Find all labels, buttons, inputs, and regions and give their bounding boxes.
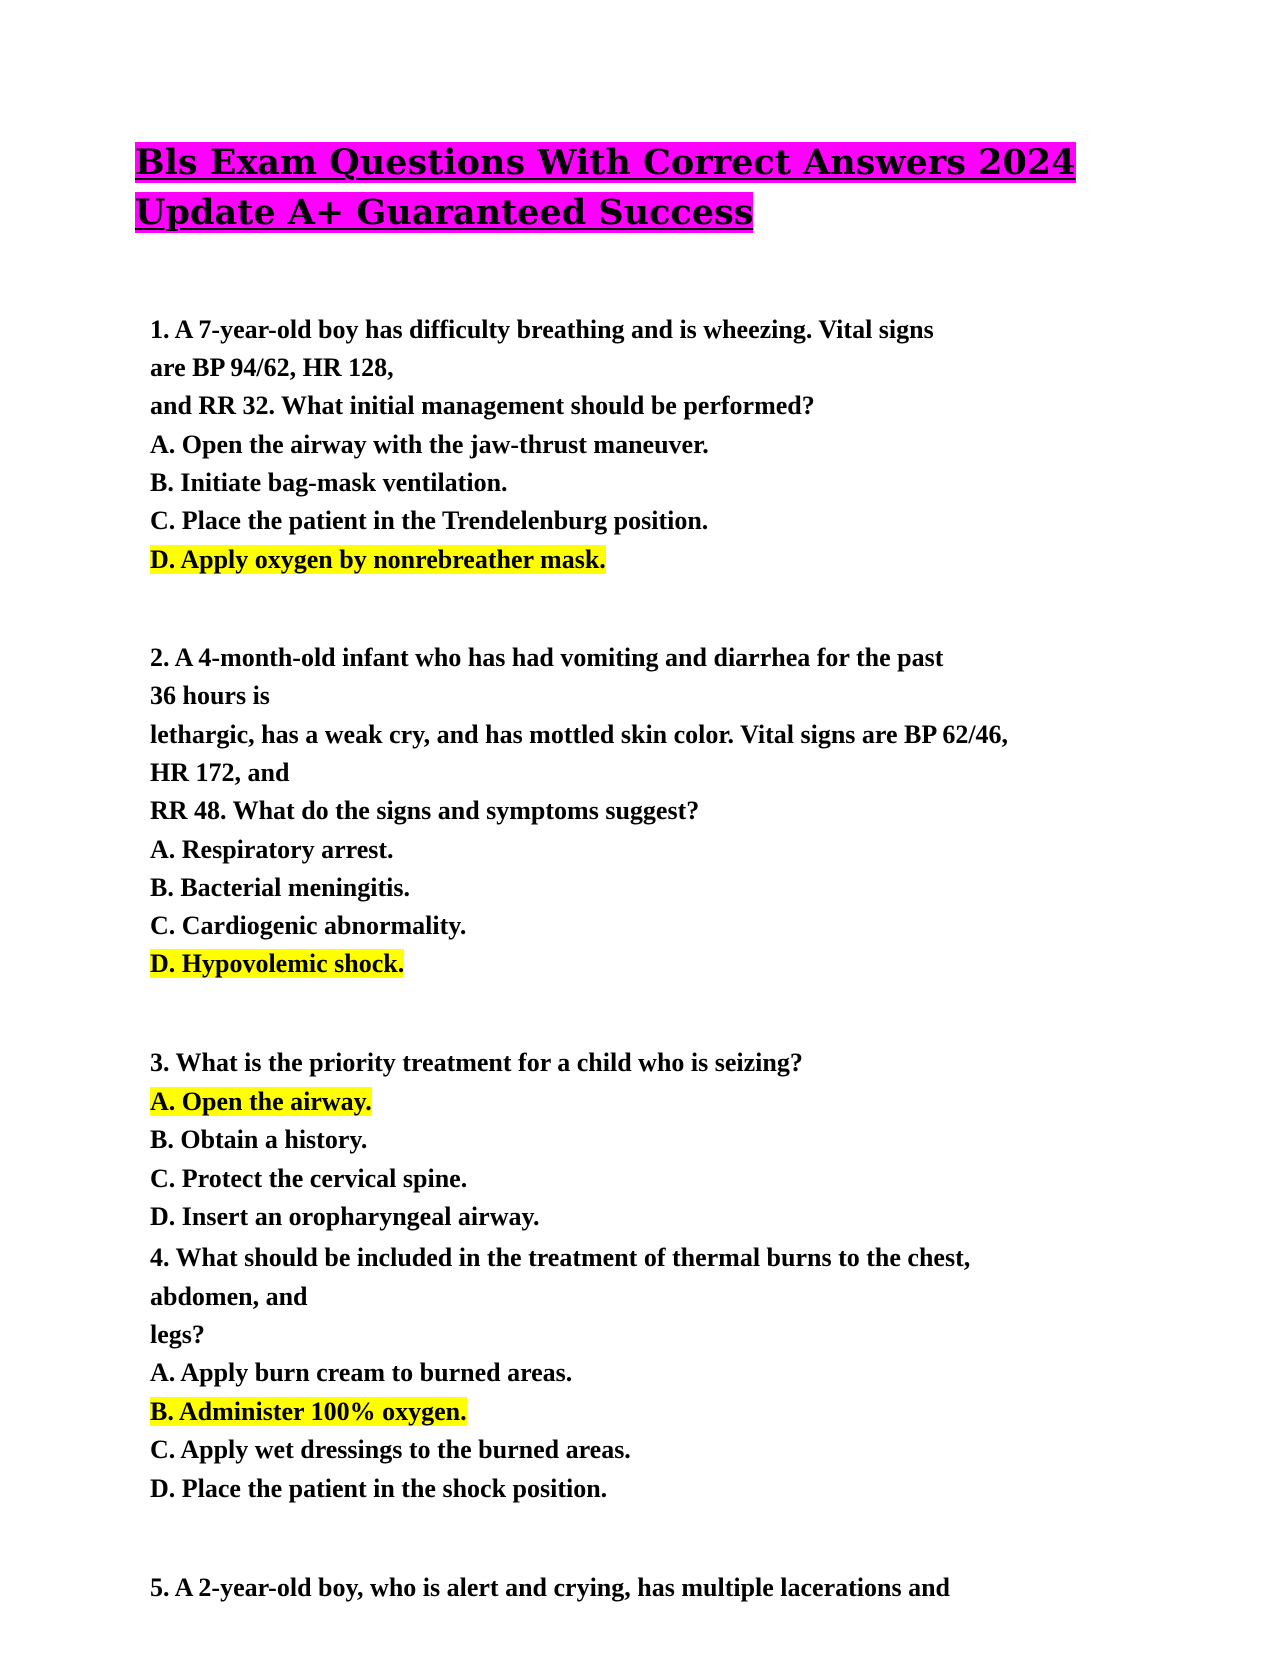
title-line-2: Update A+ Guaranteed Success <box>135 192 754 233</box>
question-2-stem-line-4: HR 172, and <box>150 758 290 787</box>
question-2-stem-line-3: lethargic, has a weak cry, and has mottled skin color. Vital signs are BP 62/46, <box>150 720 1009 749</box>
question-1-option-d-correct <box>150 543 606 577</box>
question-4-option-c: C. Apply wet dressings to the burned areas. <box>150 1435 631 1464</box>
document-title <box>135 138 1095 238</box>
question-3-option-c: C. Protect the cervical spine. <box>150 1164 468 1193</box>
question-4-stem-line-2: abdomen, and <box>150 1282 308 1311</box>
question-4-option-d: D. Place the patient in the shock position. <box>150 1474 608 1503</box>
question-3-option-d: D. Insert an oropharyngeal airway. <box>150 1202 540 1231</box>
correct-answer-highlight: D. Hypovolemic shock. <box>150 949 405 978</box>
correct-answer-highlight: D. Apply oxygen by nonrebreather mask. <box>150 545 606 574</box>
question-2-option-b: B. Bacterial meningitis. <box>150 873 410 902</box>
question-4-option-a: A. Apply burn cream to burned areas. <box>150 1358 573 1387</box>
question-1-stem-line-3: and RR 32. What initial management should be performed? <box>150 391 815 420</box>
title-line-1: Bls Exam Questions With Correct Answers 2024 <box>135 142 1076 183</box>
question-1-stem-line-2: are BP 94/62, HR 128, <box>150 353 394 382</box>
question-3-stem-line-1: 3. What is the priority treatment for a child who is seizing? <box>150 1048 803 1077</box>
question-2-stem-line-5: RR 48. What do the signs and symptoms suggest? <box>150 796 700 825</box>
question-2-option-c: C. Cardiogenic abnormality. <box>150 911 467 940</box>
question-2-option-a: A. Respiratory arrest. <box>150 835 394 864</box>
correct-answer-highlight: A. Open the airway. <box>150 1087 372 1116</box>
question-1-option-a: A. Open the airway with the jaw-thrust maneuver. <box>150 430 709 459</box>
question-1-option-b: B. Initiate bag-mask ventilation. <box>150 468 508 497</box>
question-1-stem-line-1: 1. A 7-year-old boy has difficulty breathing and is wheezing. Vital signs <box>150 315 934 344</box>
question-3-option-b: B. Obtain a history. <box>150 1125 368 1154</box>
correct-answer-highlight: B. Administer 100% oxygen. <box>150 1397 467 1426</box>
question-2-option-d-correct <box>150 947 404 981</box>
question-4-stem-line-1: 4. What should be included in the treatment of thermal burns to the chest, <box>150 1243 971 1272</box>
question-5-stem-line-1: 5. A 2-year-old boy, who is alert and crying, has multiple lacerations and <box>150 1573 951 1602</box>
question-4-option-b-correct <box>150 1395 467 1429</box>
question-1-option-c: C. Place the patient in the Trendelenburg position. <box>150 506 709 535</box>
question-3-option-a-correct <box>150 1085 372 1119</box>
question-2-stem-line-2: 36 hours is <box>150 681 270 710</box>
question-2-stem-line-1: 2. A 4-month-old infant who has had vomiting and diarrhea for the past <box>150 643 944 672</box>
question-4-stem-line-3: legs? <box>150 1320 205 1349</box>
